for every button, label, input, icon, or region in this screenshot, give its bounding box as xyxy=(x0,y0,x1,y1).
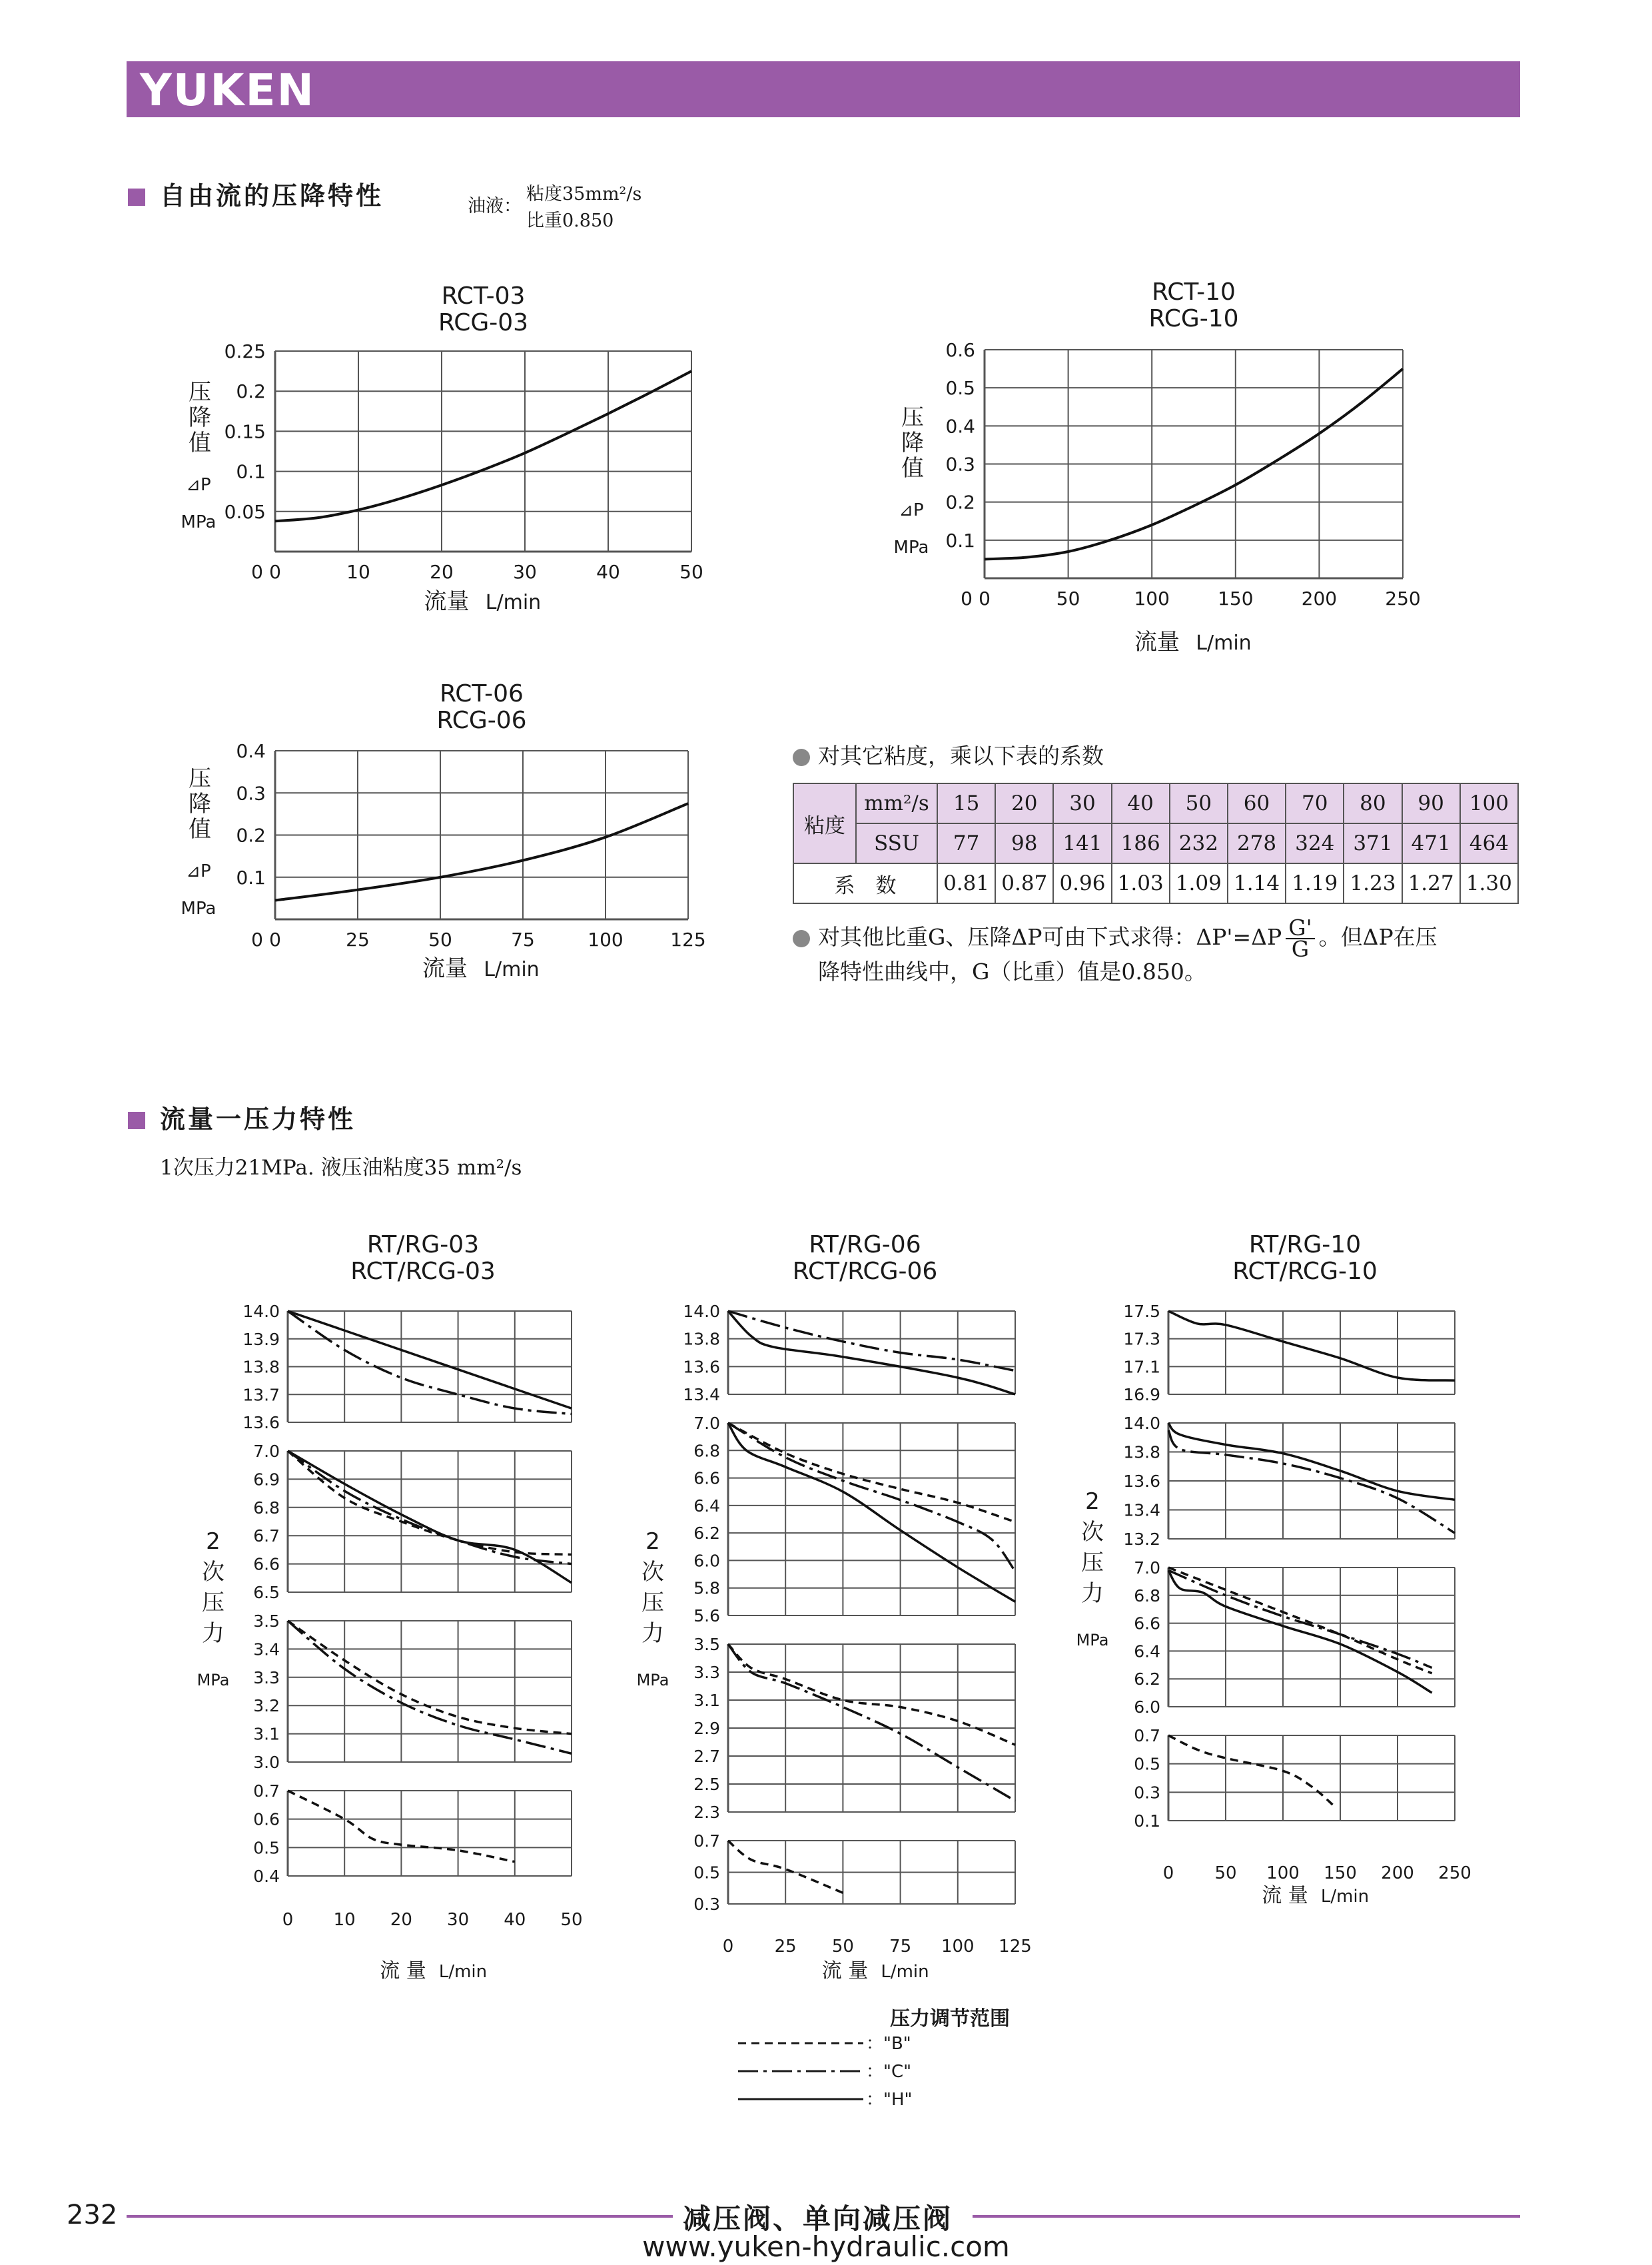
x-tick-label: 25 xyxy=(346,929,370,951)
y-axis-label-char: 力 xyxy=(641,1620,664,1647)
x-tick-label: 20 xyxy=(430,561,454,583)
y-axis-label-char: 降 xyxy=(901,430,924,456)
table-cell: 30 xyxy=(1053,783,1111,823)
x-tick-label: 100 xyxy=(1266,1863,1300,1883)
x-tick-label: 75 xyxy=(889,1937,912,1957)
y-tick-label: 17.1 xyxy=(1123,1357,1160,1377)
y-tick-label: 3.1 xyxy=(253,1724,280,1744)
chart-subtitle: RCG-06 xyxy=(436,707,527,734)
table-cell: 278 xyxy=(1228,823,1286,863)
x-axis-label: 流 量 xyxy=(380,1959,426,1983)
y-tick-label: 6.9 xyxy=(253,1470,280,1490)
y-tick-label: 3.5 xyxy=(693,1635,720,1654)
table-cell: 100 xyxy=(1460,783,1518,823)
header-banner xyxy=(127,61,1520,117)
y-tick-label: 5.8 xyxy=(693,1578,720,1598)
y-tick-label: 0.3 xyxy=(236,782,266,805)
viscosity-table xyxy=(793,783,1519,904)
series-line-c xyxy=(728,1644,1015,1801)
table-cell: 15 xyxy=(937,783,995,823)
chart-title: RT/RG-06 xyxy=(809,1231,921,1258)
y-axis-label-char: 值 xyxy=(189,430,211,456)
condition-text: 1次压力21MPa. 液压油粘度35 mm²/s xyxy=(160,1156,522,1180)
section-marker xyxy=(128,1112,145,1129)
x-tick-label: 0 xyxy=(282,1910,294,1930)
y-tick-label: 6.8 xyxy=(693,1441,720,1461)
series-line-c xyxy=(288,1311,572,1414)
x-tick-label: 0 xyxy=(269,929,281,951)
y-axis-label-char: 压 xyxy=(189,379,211,406)
table-cell: 98 xyxy=(995,823,1053,863)
legend-title: 压力调节范围 xyxy=(890,2007,1010,2031)
y-axis-label-char: 值 xyxy=(901,455,924,482)
chart-title: RT/RG-10 xyxy=(1248,1231,1362,1258)
y-tick-label: 0.15 xyxy=(224,420,266,443)
y-tick-label: 0.5 xyxy=(253,1838,280,1858)
series-line-c xyxy=(1168,1570,1432,1667)
table-cell: 50 xyxy=(1170,783,1228,823)
x-tick-label: 25 xyxy=(774,1937,797,1957)
chart-subtitle: RCG-03 xyxy=(438,309,529,336)
table-cell: 141 xyxy=(1053,823,1111,863)
y-tick-label: 0.3 xyxy=(693,1895,720,1914)
x-axis-unit: L/min xyxy=(1320,1887,1370,1907)
y-axis-label-char: 降 xyxy=(189,404,211,431)
oil-viscosity: 粘度35mm²/s xyxy=(526,184,642,205)
y-tick-label: 0.4 xyxy=(253,1867,280,1886)
y-axis-label-char: 2 xyxy=(645,1528,660,1555)
y-tick-label: 0.5 xyxy=(945,377,975,400)
chart-subtitle: RCG-10 xyxy=(1148,305,1239,332)
series-line-c xyxy=(1168,1430,1455,1533)
brand-logo: YUKEN xyxy=(140,65,315,116)
chart-title: RCT-03 xyxy=(441,282,526,310)
x-tick-label: 100 xyxy=(1134,588,1170,610)
series-line-b xyxy=(288,1791,515,1862)
y-tick-label: 0.4 xyxy=(945,415,975,438)
table-cell: 0.96 xyxy=(1053,863,1111,903)
table-cell: 40 xyxy=(1112,783,1170,823)
y-tick-label: 3.2 xyxy=(253,1696,280,1716)
y-tick-label: 13.8 xyxy=(1123,1442,1160,1462)
y-axis-label-char: 次 xyxy=(641,1559,664,1586)
y-tick-label: 3.3 xyxy=(693,1663,720,1682)
unit-mm: mm²/s xyxy=(856,783,937,823)
x-axis-unit: L/min xyxy=(484,958,540,981)
legend xyxy=(733,2029,1039,2122)
x-tick-label: 30 xyxy=(513,561,537,583)
footer-divider xyxy=(127,2215,673,2218)
x-tick-label: 0 xyxy=(722,1937,734,1957)
x-tick-label: 100 xyxy=(941,1937,975,1957)
viscosity-note-text: 对其它粘度，乘以下表的系数 xyxy=(818,743,1104,769)
table-cell: 1.19 xyxy=(1286,863,1344,903)
y-tick-label: 0.1 xyxy=(1134,1811,1160,1831)
section-marker xyxy=(128,189,145,206)
y-tick-label: 6.8 xyxy=(1134,1586,1160,1605)
y-axis-symbol: ⊿P xyxy=(186,475,211,495)
series-line-h xyxy=(1168,1570,1432,1693)
y-tick-label: 6.0 xyxy=(1134,1697,1160,1717)
table-cell: 1.30 xyxy=(1460,863,1518,903)
x-axis-label: 流量 xyxy=(422,955,468,982)
x-axis-unit: L/min xyxy=(485,591,542,614)
series-line-c xyxy=(728,1423,1015,1572)
y-tick-label: 13.2 xyxy=(1123,1530,1160,1549)
y-tick-label: 14.0 xyxy=(683,1302,720,1321)
x-origin-label: 0 xyxy=(251,929,263,951)
x-axis-label: 流 量 xyxy=(1262,1884,1308,1907)
table-cell: 80 xyxy=(1344,783,1402,823)
oil-gravity: 比重0.850 xyxy=(526,211,614,231)
y-tick-label: 0.4 xyxy=(236,740,266,762)
y-tick-label: 6.6 xyxy=(693,1468,720,1488)
page-number: 232 xyxy=(67,2200,118,2230)
y-tick-label: 6.0 xyxy=(693,1551,720,1571)
table-cell: 186 xyxy=(1112,823,1170,863)
y-tick-label: 13.8 xyxy=(683,1329,720,1349)
table-cell: 371 xyxy=(1344,823,1402,863)
y-tick-label: 3.3 xyxy=(253,1667,280,1687)
y-axis-label-char: 2 xyxy=(206,1528,220,1555)
x-tick-label: 250 xyxy=(1438,1863,1471,1883)
y-tick-label: 7.0 xyxy=(1134,1558,1160,1578)
y-tick-label: 6.7 xyxy=(253,1526,280,1546)
y-tick-label: 0.1 xyxy=(236,460,266,483)
y-axis-label-char: 次 xyxy=(1081,1519,1104,1546)
table-row xyxy=(793,863,1518,903)
y-tick-label: 16.9 xyxy=(1123,1385,1160,1404)
footer-website: www.yuken-hydraulic.com xyxy=(642,2230,1010,2263)
y-axis-unit: MPa xyxy=(636,1671,669,1689)
section-title-free-flow: 自由流的压降特性 xyxy=(160,181,384,211)
bullet-icon xyxy=(793,749,810,766)
formula-denominator: G xyxy=(1291,936,1310,962)
y-tick-label: 13.8 xyxy=(242,1357,280,1377)
table-cell: 77 xyxy=(937,823,995,863)
x-tick-label: 50 xyxy=(1214,1863,1237,1883)
y-tick-label: 0.7 xyxy=(253,1781,280,1801)
table-cell: 471 xyxy=(1402,823,1460,863)
x-axis-label: 流量 xyxy=(424,588,470,615)
y-axis-label-char: 力 xyxy=(1081,1580,1104,1607)
y-tick-label: 2.9 xyxy=(693,1719,720,1738)
y-tick-label: 7.0 xyxy=(693,1414,720,1433)
y-tick-label: 0.3 xyxy=(945,453,975,476)
y-tick-label: 6.2 xyxy=(1134,1669,1160,1689)
y-axis-label-char: 2 xyxy=(1085,1488,1100,1515)
y-tick-label: 6.8 xyxy=(253,1498,280,1518)
chart-title: RCT-10 xyxy=(1152,278,1236,306)
x-tick-label: 0 xyxy=(269,561,281,583)
y-tick-label: 6.6 xyxy=(1134,1613,1160,1633)
y-axis-symbol: ⊿P xyxy=(186,861,211,881)
series-line-b xyxy=(728,1423,1015,1522)
y-tick-label: 6.5 xyxy=(253,1583,280,1602)
formula-prefix: 对其他比重G、压降ΔP可由下式求得：ΔP'=ΔP xyxy=(818,924,1282,950)
y-tick-label: 2.5 xyxy=(693,1775,720,1794)
y-tick-label: 14.0 xyxy=(242,1302,280,1321)
y-tick-label: 0.6 xyxy=(945,339,975,361)
series-line-b xyxy=(728,1644,1015,1745)
y-axis-label-char: 压 xyxy=(901,404,924,431)
x-axis-unit: L/min xyxy=(881,1962,929,1982)
series-line-h xyxy=(1168,1423,1455,1500)
y-tick-label: 0.2 xyxy=(236,824,266,847)
y-tick-label: 17.5 xyxy=(1123,1302,1160,1321)
x-tick-label: 20 xyxy=(390,1910,412,1930)
y-tick-label: 0.2 xyxy=(945,491,975,514)
x-tick-label: 250 xyxy=(1385,588,1421,610)
y-axis-label-char: 压 xyxy=(189,765,211,792)
y-tick-label: 17.3 xyxy=(1123,1329,1160,1349)
x-tick-label: 0 xyxy=(1162,1863,1174,1883)
x-tick-label: 10 xyxy=(333,1910,356,1930)
table-cell: 1.03 xyxy=(1112,863,1170,903)
viscosity-row-label: 粘度 xyxy=(793,783,856,863)
table-cell: 1.14 xyxy=(1228,863,1286,903)
y-axis-unit: MPa xyxy=(893,538,929,558)
series-line xyxy=(985,369,1403,560)
x-tick-label: 75 xyxy=(511,929,535,951)
bullet-icon xyxy=(793,930,810,947)
x-tick-label: 200 xyxy=(1381,1863,1414,1883)
footer-divider xyxy=(973,2215,1520,2218)
series-line xyxy=(275,803,688,900)
x-tick-label: 10 xyxy=(346,561,370,583)
formula-numerator: G' xyxy=(1286,918,1314,939)
y-tick-label: 6.6 xyxy=(253,1554,280,1574)
y-tick-label: 13.6 xyxy=(683,1357,720,1377)
table-cell: 464 xyxy=(1460,823,1518,863)
unit-ssu: SSU xyxy=(856,823,937,863)
section-title-flow-pressure: 流量一压力特性 xyxy=(160,1105,356,1134)
chart-subtitle: RCT/RCG-03 xyxy=(350,1258,496,1285)
table-cell: 1.27 xyxy=(1402,863,1460,903)
y-axis-label-char: 值 xyxy=(189,816,211,843)
x-tick-label: 50 xyxy=(1056,588,1080,610)
y-tick-label: 13.7 xyxy=(242,1385,280,1405)
x-tick-label: 0 xyxy=(979,588,991,610)
y-tick-label: 13.6 xyxy=(1123,1472,1160,1491)
series-line xyxy=(275,371,691,521)
y-axis-label-char: 次 xyxy=(202,1559,224,1586)
y-axis-label-char: 压 xyxy=(641,1589,664,1616)
y-tick-label: 0.1 xyxy=(236,866,266,889)
x-tick-label: 40 xyxy=(504,1910,526,1930)
series-line-b xyxy=(288,1621,572,1734)
y-tick-label: 5.6 xyxy=(693,1606,720,1625)
y-tick-label: 13.9 xyxy=(242,1329,280,1349)
coef-label: 系 数 xyxy=(793,863,937,903)
x-tick-label: 150 xyxy=(1324,1863,1357,1883)
chart-title: RCT-06 xyxy=(440,680,524,707)
y-tick-label: 0.1 xyxy=(945,529,975,552)
chart-subtitle: RCT/RCG-06 xyxy=(792,1258,938,1285)
y-tick-label: 2.7 xyxy=(693,1747,720,1766)
formula-suffix: 。但ΔP在压 xyxy=(1318,924,1438,950)
table-row xyxy=(793,823,1518,863)
oil-label: 油液： xyxy=(468,196,522,217)
y-tick-label: 14.0 xyxy=(1123,1414,1160,1433)
series-line-b xyxy=(1168,1568,1432,1673)
x-axis-unit: L/min xyxy=(1196,632,1252,655)
x-tick-label: 50 xyxy=(679,561,703,583)
table-cell: 90 xyxy=(1402,783,1460,823)
series-line-b xyxy=(288,1451,572,1555)
table-cell: 1.09 xyxy=(1170,863,1228,903)
x-tick-label: 40 xyxy=(596,561,620,583)
table-cell: 324 xyxy=(1286,823,1344,863)
table-cell: 232 xyxy=(1170,823,1228,863)
series-line-b xyxy=(1168,1735,1334,1807)
x-tick-label: 50 xyxy=(560,1910,583,1930)
table-cell: 0.87 xyxy=(995,863,1053,903)
series-line-c xyxy=(728,1311,1015,1371)
x-axis-label: 流 量 xyxy=(821,1959,869,1983)
series-line-h xyxy=(288,1451,572,1583)
table-cell: 20 xyxy=(995,783,1053,823)
y-tick-label: 3.0 xyxy=(253,1753,280,1772)
y-axis-symbol: ⊿P xyxy=(899,500,924,520)
x-tick-label: 200 xyxy=(1301,588,1338,610)
x-tick-label: 50 xyxy=(428,929,452,951)
specific-gravity-note xyxy=(793,915,1525,962)
series-line-b xyxy=(728,1841,843,1893)
x-axis-unit: L/min xyxy=(438,1962,488,1982)
y-axis-unit: MPa xyxy=(181,512,216,532)
x-origin-label: 0 xyxy=(251,561,263,583)
series-line-c xyxy=(288,1621,572,1753)
y-axis-label-char: 降 xyxy=(189,791,211,817)
series-line-h xyxy=(728,1423,1015,1601)
chart-title: RT/RG-03 xyxy=(366,1231,480,1258)
series-line-h xyxy=(288,1311,572,1408)
x-tick-label: 125 xyxy=(670,929,706,951)
series-line-h xyxy=(1168,1311,1455,1380)
legend-label-b: ："B" xyxy=(866,2034,911,2054)
legend-label-h: ："H" xyxy=(866,2090,913,2110)
y-tick-label: 0.2 xyxy=(236,380,266,403)
y-tick-label: 0.5 xyxy=(1134,1754,1160,1774)
y-tick-label: 3.4 xyxy=(253,1639,280,1659)
y-tick-label: 0.3 xyxy=(1134,1783,1160,1803)
table-cell: 70 xyxy=(1286,783,1344,823)
y-tick-label: 6.4 xyxy=(693,1496,720,1516)
y-tick-label: 3.1 xyxy=(693,1691,720,1710)
y-tick-label: 0.5 xyxy=(693,1863,720,1883)
y-tick-label: 0.7 xyxy=(1134,1726,1160,1745)
y-tick-label: 13.4 xyxy=(1123,1500,1160,1520)
table-cell: 1.23 xyxy=(1344,863,1402,903)
y-tick-label: 7.0 xyxy=(253,1442,280,1461)
x-tick-label: 150 xyxy=(1218,588,1254,610)
y-axis-label-char: 力 xyxy=(202,1620,224,1647)
y-tick-label: 6.4 xyxy=(1134,1641,1160,1661)
series-line-c xyxy=(288,1451,572,1564)
y-tick-label: 13.6 xyxy=(242,1413,280,1432)
y-tick-label: 0.7 xyxy=(693,1831,720,1851)
footer-section-title: 减压阀、单向减压阀 xyxy=(683,2202,953,2235)
legend-label-c: ："C" xyxy=(866,2062,912,2082)
chart-subtitle: RCT/RCG-10 xyxy=(1232,1258,1378,1285)
x-tick-label: 50 xyxy=(831,1937,854,1957)
y-axis-unit: MPa xyxy=(197,1671,230,1689)
x-tick-label: 100 xyxy=(588,929,623,951)
formula-fraction xyxy=(1286,915,1314,962)
x-tick-label: 125 xyxy=(999,1937,1032,1957)
y-axis-label-char: 压 xyxy=(1081,1550,1104,1576)
formula-line2: 降特性曲线中，G（比重）值是0.850。 xyxy=(818,959,1206,985)
y-axis-unit: MPa xyxy=(1076,1631,1109,1649)
y-tick-label: 3.5 xyxy=(253,1611,280,1631)
table-cell: 0.81 xyxy=(937,863,995,903)
viscosity-note xyxy=(793,738,1104,774)
x-axis-label: 流量 xyxy=(1134,629,1180,656)
y-tick-label: 0.05 xyxy=(224,500,266,523)
y-tick-label: 0.6 xyxy=(253,1809,280,1829)
table-row xyxy=(793,783,1518,823)
y-axis-unit: MPa xyxy=(181,899,216,919)
series-line-h xyxy=(728,1311,1015,1394)
y-tick-label: 0.25 xyxy=(224,340,266,362)
y-axis-label-char: 压 xyxy=(202,1589,224,1616)
x-origin-label: 0 xyxy=(961,588,973,610)
y-tick-label: 13.4 xyxy=(683,1385,720,1404)
table-cell: 60 xyxy=(1228,783,1286,823)
x-tick-label: 30 xyxy=(447,1910,470,1930)
y-tick-label: 2.3 xyxy=(693,1803,720,1822)
y-tick-label: 6.2 xyxy=(693,1524,720,1544)
